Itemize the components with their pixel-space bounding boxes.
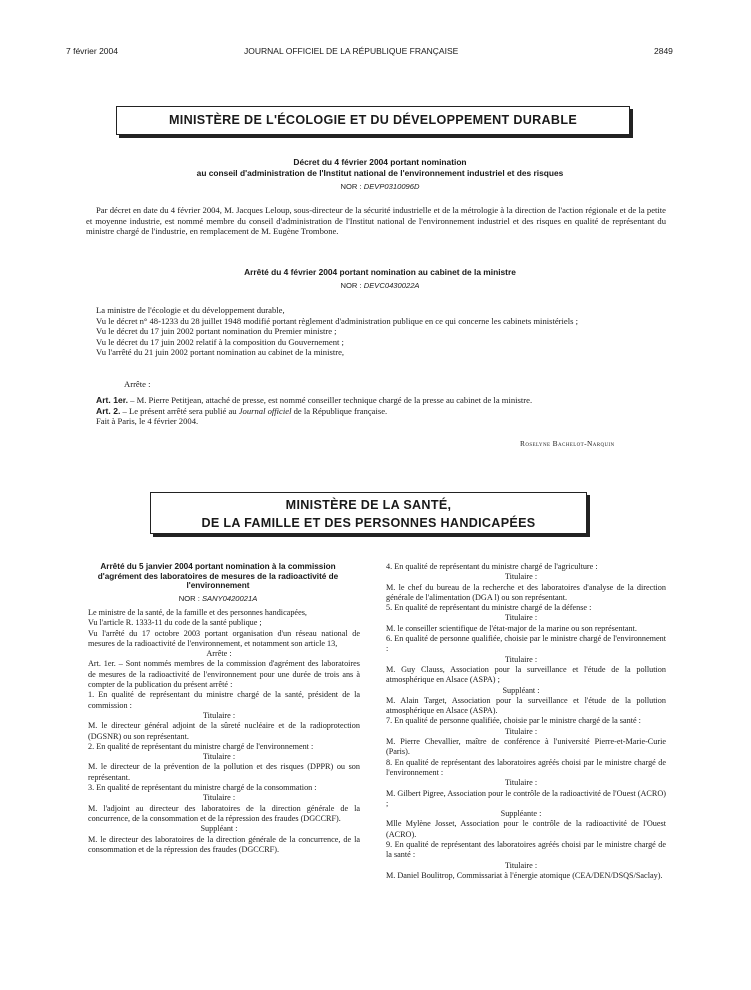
right-para: 9. En qualité de représentant des laboratoires agréés choisi par le ministre chargé de la santé : <box>386 840 666 860</box>
right-para: Titulaire : <box>504 726 538 736</box>
arrete1-line: La ministre de l'écologie et du développement durable, <box>96 305 285 315</box>
decret-nor <box>110 182 650 191</box>
header-journal-title: JOURNAL OFFICIEL DE LA RÉPUBLIQUE FRANÇAISE <box>244 46 459 56</box>
art2-label: Art. 2. <box>96 405 121 416</box>
arrete1-line: Vu le décret n° 48-1233 du 28 juillet 1948 modifié portant règlement d'administration publique en ce qui concerne les cabinets ministériels ; <box>96 315 579 326</box>
left-para: Titulaire : <box>202 710 236 720</box>
right-para: Suppléante : <box>500 809 542 819</box>
right-para: Titulaire : <box>504 572 538 582</box>
left-para: Titulaire : <box>202 752 236 762</box>
page-header <box>0 46 751 58</box>
arrete2-nor-code: SANY0420021A <box>201 594 258 603</box>
left-para: Vu l'arrêté du 17 octobre 2003 portant organisation d'un réseau national de mesures de la radioactivité de l'environnement, et notamment son article 13, <box>88 628 360 648</box>
right-para: M. Gilbert Pigree, Association pour le contrôle de la radioactivité de l'Ouest (ACRO) ; <box>386 788 666 808</box>
left-para: Art. 1er. – Sont nommés membres de la commission d'agrément des laboratoires de mesures de la radioactivité de l'environnement pour une durée de trois ans à compter de la publication du présent arrêté : <box>88 659 360 690</box>
right-para: M. Alain Target, Association pour la surveillance et l'étude de la pollution atmosphérique en Alsace (ASPA). <box>386 695 666 716</box>
right-para: M. Guy Clauss, Association pour la surveillance et l'étude de la pollution atmosphérique en Alsace (ASPA) ; <box>386 664 666 685</box>
right-para: Titulaire : <box>504 778 538 788</box>
arrete2-nor <box>78 594 358 603</box>
art1-text: – M. Pierre Petitjean, attaché de presse, est nommé conseiller technique chargé de la presse au cabinet de la ministre. <box>128 395 533 405</box>
decret-title <box>110 157 650 179</box>
right-para: Suppléant : <box>502 685 540 695</box>
decret-title-line2: au conseil d'administration de l'Institut national de l'environnement industriel et des risques <box>196 168 564 178</box>
arrete1-arrete: Arrête : <box>124 379 151 389</box>
right-para: Titulaire : <box>504 860 538 870</box>
right-para: 7. En qualité de personne qualifiée, choisie par le ministre chargé de la santé : <box>386 716 641 726</box>
ministry-ecology-heading: MINISTÈRE DE L'ÉCOLOGIE ET DU DÉVELOPPEMENT DURABLE <box>116 106 630 135</box>
right-para: M. le chef du bureau de la recherche et des laboratoires d'analyse de la direction générale de l'alimentation (DGA l) ou son représentant. <box>386 582 666 602</box>
left-para: Le ministre de la santé, de la famille et des personnes handicapées, <box>88 608 307 617</box>
arrete1-line: Vu l'arrêté du 21 juin 2002 portant nomination au cabinet de la ministre, <box>96 347 345 358</box>
left-para: 3. En qualité de représentant du ministre chargé de la consommation : <box>88 783 317 793</box>
art2-text-pre: – Le présent arrêté sera publié au <box>120 405 239 416</box>
left-para: 2. En qualité de représentant du ministre chargé de l'environnement : <box>88 741 314 751</box>
art1-label: Art. 1er. <box>96 395 129 405</box>
right-para: M. Daniel Boulitrop, Commissariat à l'énergie atomique (CEA/DEN/DSQS/Saclay). <box>386 870 663 880</box>
arrete2-title: Arrêté du 5 janvier 2004 portant nomination à la commission d'agrément des laboratoires de mesures de la radioactivité de l'environnement <box>97 562 339 591</box>
header-date: 7 février 2004 <box>66 46 118 56</box>
arrete1-signature: Roselyne Bachelot-Narquin <box>520 439 615 448</box>
left-para: Suppléant : <box>200 824 238 834</box>
left-para: Arrête : <box>206 649 232 659</box>
ministry-health-line2: DE LA FAMILLE ET DES PERSONNES HANDICAPÉES <box>201 516 536 530</box>
decret-body: Par décret en date du 4 février 2004, M. Jacques Leloup, sous-directeur de la sécurité industrielle et de la métrologie à la direction de l'action régionale et de la petite et moyenne industrie, est nommé membre du conseil d'administration de l'Institut national de l'environnement industriel et des risques en qualité de représentant du ministre chargé de l'industrie, en remplacement de M. Eugène Trombone. <box>86 205 666 237</box>
right-para: Mlle Mylène Josset, Association pour le contrôle de la radioactivité de l'Ouest (ACRO). <box>386 819 666 839</box>
arrete1-nor-code: DEVC0430022A <box>363 281 420 290</box>
art2-journal: Journal officiel <box>238 405 292 416</box>
arrete1-article-2 <box>86 406 666 417</box>
ministry-health-line1: MINISTÈRE DE LA SANTÉ, <box>285 498 452 512</box>
arrete1-line: Vu le décret du 17 juin 2002 relatif à la composition du Gouvernement ; <box>96 336 344 347</box>
left-para: Vu l'article R. 1333-11 du code de la santé publique ; <box>88 618 262 628</box>
decret-nor-code: DEVP0310096D <box>363 182 420 191</box>
arrete2-nor-label: NOR : <box>178 594 200 603</box>
decret-title-line1: Décret du 4 février 2004 portant nomination <box>293 157 467 167</box>
arrete1-fait: Fait à Paris, le 4 février 2004. <box>96 416 199 427</box>
arrete1-nor-label: NOR : <box>340 281 362 290</box>
ministry-health-heading <box>150 492 587 534</box>
left-para: M. le directeur des laboratoires de la direction générale de la concurrence, de la consommation et de la répression des fraudes (DGCCRF). <box>88 834 360 854</box>
right-para: M. le conseiller scientifique de l'état-major de la marine ou son représentant. <box>386 623 637 633</box>
left-para: M. le directeur général adjoint de la sûreté nucléaire et de la radioprotection (DGSNR) ou son représentant. <box>88 721 360 741</box>
right-para: 8. En qualité de représentant des laboratoires agréés choisi par le ministre chargé de l'environnement : <box>386 757 666 777</box>
left-para: Titulaire : <box>202 793 236 803</box>
right-para: 4. En qualité de représentant du ministre chargé de l'agriculture : <box>386 562 598 571</box>
arrete2-left-column <box>78 608 360 855</box>
header-page-number: 2849 <box>654 46 673 56</box>
arrete1-articles <box>86 395 666 427</box>
right-para: M. Pierre Chevallier, maître de conférence à l'université Pierre-et-Marie-Curie (Paris). <box>386 737 666 757</box>
arrete1-line: Vu le décret du 17 juin 2002 portant nomination du Premier ministre ; <box>96 326 337 337</box>
arrete1-preamble <box>86 305 666 358</box>
right-para: 6. En qualité de personne qualifiée, choisie par le ministre chargé de l'environnement : <box>386 634 666 654</box>
arrete2-right-column <box>376 562 666 881</box>
arrete1-title: Arrêté du 4 février 2004 portant nomination au cabinet de la ministre <box>244 267 516 277</box>
art2-text-post: de la République française. <box>291 405 388 416</box>
left-para: M. l'adjoint au directeur des laboratoires de la direction générale de la concurrence, de la consommation et de la répression des fraudes (DGCCRF). <box>88 803 360 823</box>
left-para: 1. En qualité de représentant du ministre chargé de la santé, président de la commission : <box>88 690 360 710</box>
right-para: Titulaire : <box>504 613 538 623</box>
arrete1-nor <box>110 281 650 290</box>
decret-nor-label: NOR : <box>340 182 362 191</box>
right-para: 5. En qualité de représentant du ministre chargé de la défense : <box>386 603 592 613</box>
right-para: Titulaire : <box>504 654 538 664</box>
left-para: M. le directeur de la prévention de la pollution et des risques (DPPR) ou son représentant. <box>88 762 360 782</box>
arrete1-article-1 <box>86 395 666 406</box>
